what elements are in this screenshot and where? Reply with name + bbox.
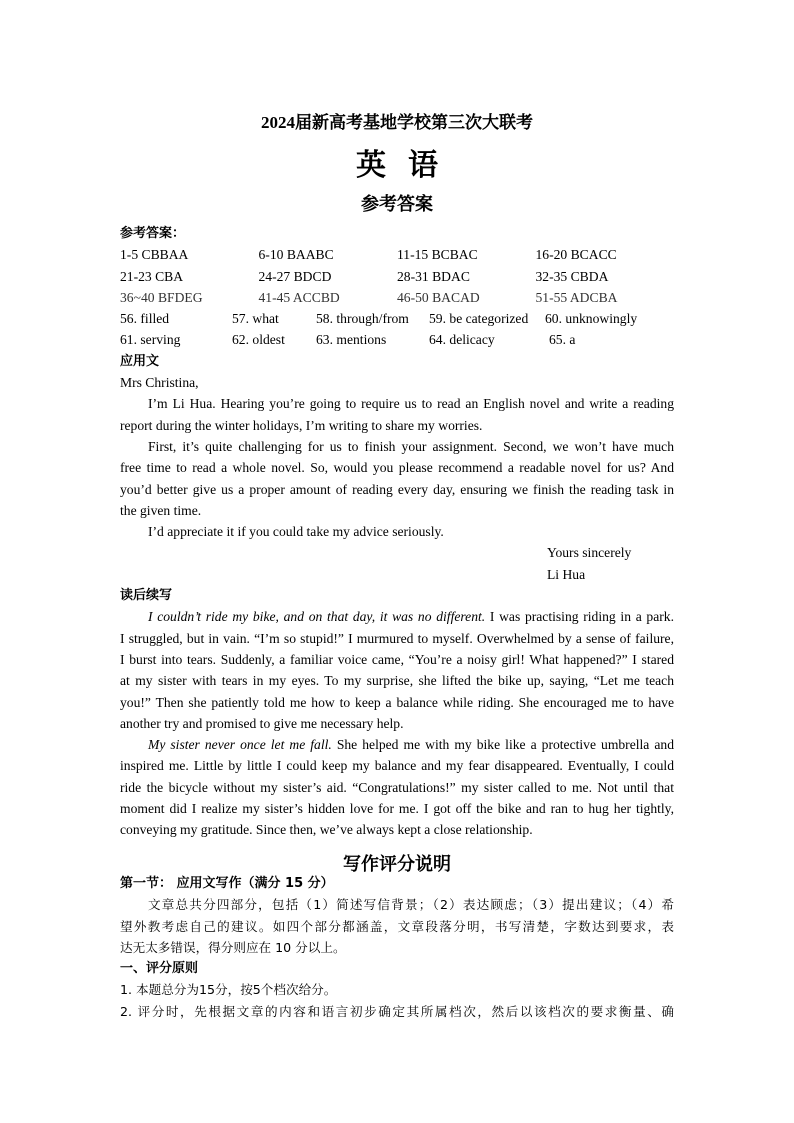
answer-cell: 11-15 BCBAC	[397, 247, 478, 263]
answer-cell: 60. unknowingly	[545, 311, 638, 327]
section1-heading: 第一节： 应用文写作（满分 15 分）	[120, 876, 334, 891]
letter-line: First, it’s quite challenging for us to finish your assignment. Second, we won’t have much	[148, 438, 674, 454]
answer-cell: 61. serving	[120, 332, 181, 348]
letter-heading: 应用文	[120, 353, 160, 369]
letter-line: I’d appreciate it if you could take my advice seriously.	[148, 524, 444, 540]
answer-cell: 65. a	[549, 332, 576, 348]
answer-row	[120, 287, 674, 308]
answer-cell: 16-20 BCACC	[535, 247, 617, 263]
intro-line: 文章总共分四部分，包括（1）简述写信背景；（2）表达顾虑；（3）提出建议；（4）希	[148, 897, 674, 913]
answer-cell: 59. be categorized	[429, 311, 529, 327]
answer-cell: 28-31 BDAC	[397, 268, 470, 284]
continuation-line: conveying my gratitude. Since then, we’ve always kept a close relationship.	[120, 822, 533, 838]
principle-item: 2. 评分时，先根据文章的内容和语言初步确定其所属档次，然后以该档次的要求衡量、确	[120, 1003, 674, 1019]
letter-line: free time to read a whole novel. So, would you please recommend a readable novel for us? And	[120, 460, 674, 476]
scoring-title: 写作评分说明	[343, 854, 451, 874]
answer-cell: 64. delicacy	[429, 332, 495, 348]
p2-text: She helped me with my bike like a protective umbrella and	[331, 737, 674, 753]
answer-row	[120, 266, 674, 287]
answer-cell: 6-10 BAABC	[258, 247, 334, 263]
doc-title: 参考答案	[361, 194, 433, 214]
answer-cell: 58. through/from	[316, 311, 409, 327]
answer-cell: 32-35 CBDA	[535, 268, 609, 284]
scoring-section	[120, 873, 674, 1022]
letter-salutation: Mrs Christina,	[120, 375, 199, 391]
principles-heading: 一、评分原则	[120, 961, 199, 977]
letter-closing: Yours sincerely	[547, 545, 632, 561]
answers-heading: 参考答案：	[120, 226, 186, 241]
continuation-p1-first-line	[120, 606, 674, 627]
fill-answer-row	[120, 329, 674, 350]
continuation-line: at my sister with tears in my eyes. To my surprise, she lifted the bike up, saying, “Let me teach	[120, 673, 674, 689]
answer-cell: 36~40 BFDEG	[120, 289, 203, 305]
letter-line: the given time.	[120, 502, 202, 518]
answer-cell: 63. mentions	[316, 332, 387, 348]
continuation-line: another try and promised to give me necessary help.	[120, 715, 404, 731]
continuation-line: ride the bicycle without my sister’s aid. “Congratulations!” my sister called to me. Not until that	[120, 779, 674, 795]
continuation-heading: 读后续写	[120, 588, 173, 604]
continuation-line: moment did I realize my sister’s hidden love for me. I got off the bike and ran to hug her tightly,	[120, 801, 674, 817]
answer-cell: 62. oldest	[232, 332, 285, 348]
letter-line: I’m Li Hua. Hearing you’re going to require us to read an English novel and write a reading	[148, 396, 674, 412]
answer-cell: 41-45 ACCBD	[258, 289, 340, 305]
principle-item: 1. 本题总分为15分，按5个档次给分。	[120, 982, 337, 998]
letter-line: you’d better give us a proper amount of reading every day, ensuring we finish the reading task in	[120, 481, 674, 497]
answer-cell: 46-50 BACAD	[397, 289, 480, 305]
fill-answer-row	[120, 308, 674, 329]
answer-cell: 24-27 BDCD	[258, 268, 332, 284]
answer-cell: 56. filled	[120, 311, 170, 327]
continuation-line: inspired me. Little by little I could keep my balance and my fear disappeared. Eventually, I could	[120, 758, 674, 774]
answer-cell: 1-5 CBBAA	[120, 247, 189, 263]
answer-cell: 51-55 ADCBA	[535, 289, 618, 305]
answer-row	[120, 244, 674, 265]
letter-signature: Li Hua	[547, 566, 586, 582]
p1-text: I was practising riding in a park.	[485, 609, 674, 625]
letter-line: report during the winter holidays, I’m writing to share my worries.	[120, 417, 483, 433]
continuation-line: I burst into tears. Suddenly, a familiar voice came, “You’re a noisy girl! What happened?” I stared	[120, 651, 674, 667]
intro-line: 望外教考虑自己的建议。如四个部分都涵盖，文章段落分明，书写清楚，字数达到要求，表	[120, 918, 674, 934]
answer-cell: 21-23 CBA	[120, 268, 184, 284]
exam-title: 2024届新高考基地学校第三次大联考	[261, 113, 533, 132]
continuation-line: I struggled, but in vain. “I’m so stupid!” I murmured to myself. Overwhelmed by a sense of failure,	[120, 630, 674, 646]
intro-line: 达无太多错误，得分则应在 10 分以上。	[120, 939, 346, 955]
continuation-p2-first-line	[120, 734, 674, 755]
p2-given-sentence: My sister never once let me fall.	[148, 737, 332, 753]
continuation-line: you!” Then she patiently told me how to keep a balance while riding. She encouraged me to have	[120, 694, 674, 710]
p1-given-sentence: I couldn’t ride my bike, and on that day, it was no different.	[148, 609, 486, 625]
subject-title: 英语	[356, 149, 460, 182]
answer-section	[120, 223, 674, 841]
answer-cell: 57. what	[232, 311, 279, 327]
